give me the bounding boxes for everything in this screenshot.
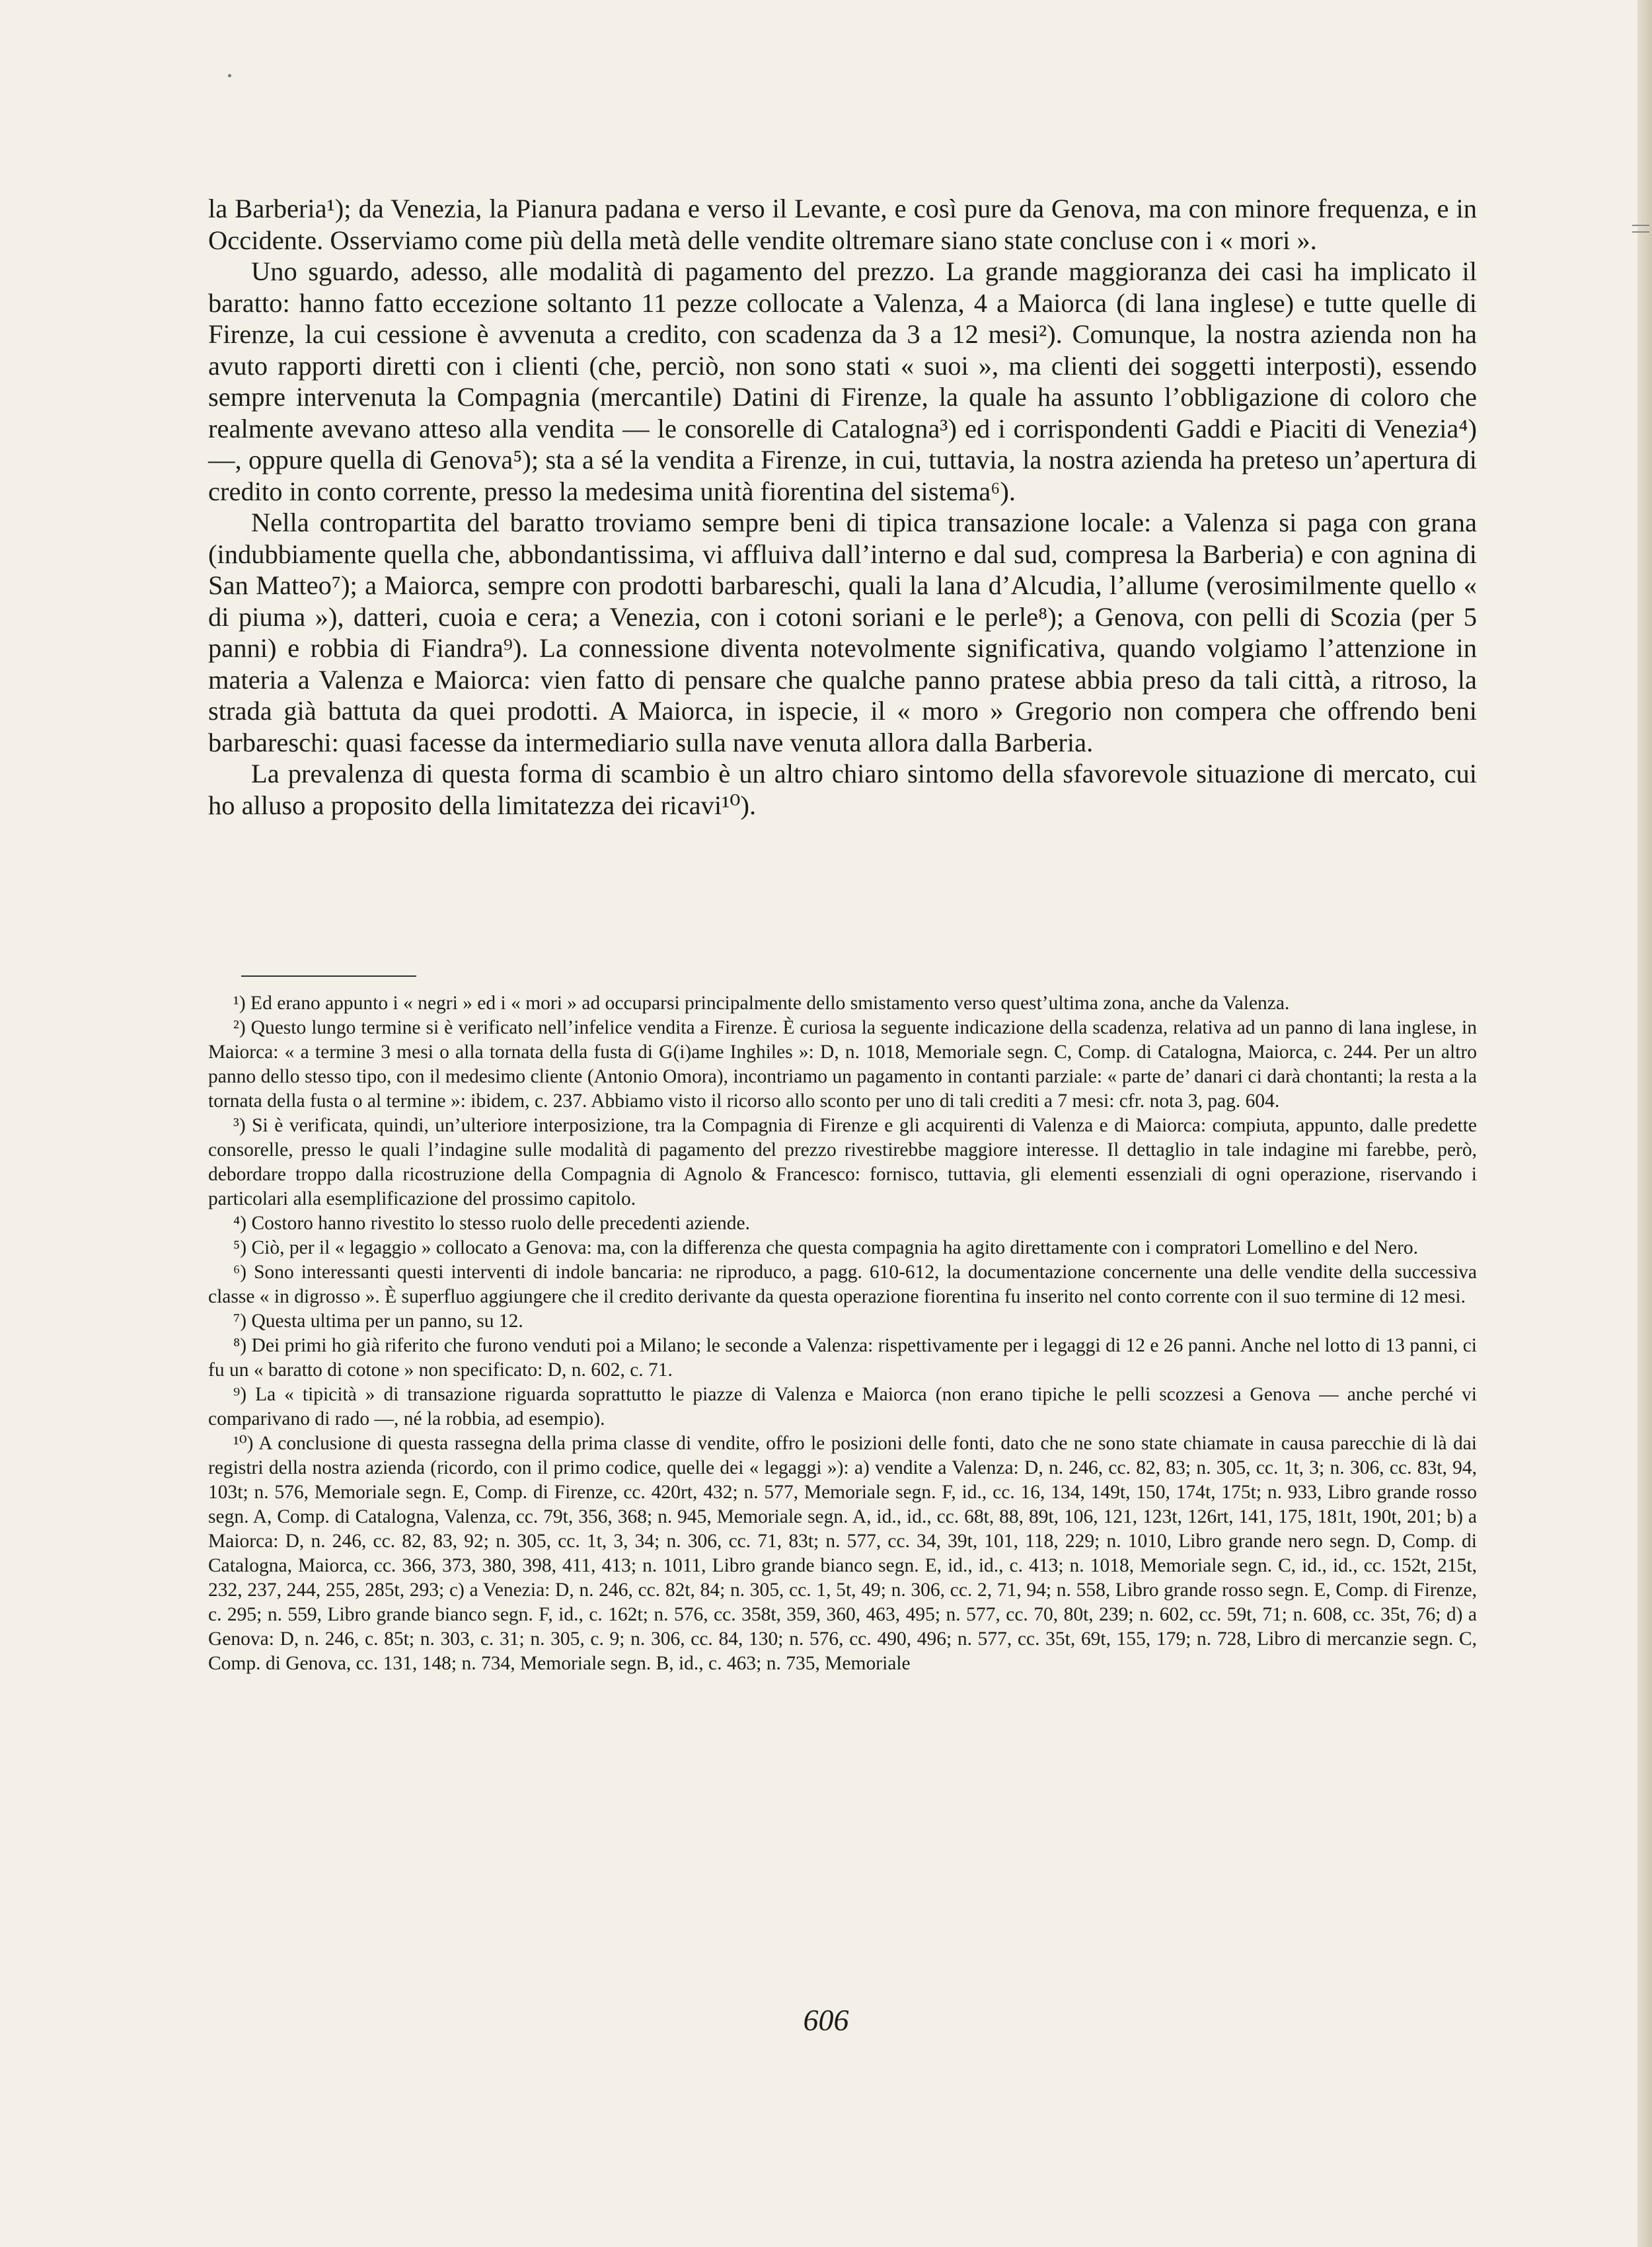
footnote: ⁵) Ciò, per il « legaggio » collocato a Genova: ma, con la differenza che questa compagnia ha agito direttamente con i compratori Lomellino e del Nero. <box>233 1237 1419 1258</box>
footnote: ¹) Ed erano appunto i « negri » ed i « mori » ad occuparsi principalmente dello smistamento verso quest’ultima zona, anche da Valenza. <box>233 993 1290 1014</box>
footnote: ¹⁰) A conclusione di questa rassegna della prima classe di vendite, offro le posizioni delle fonti, dato che ne sono state chiamate in causa parecchie di là dai registri della nostra azienda (ricordo, con il primo codice, quelle dei « legaggi »): a) vendite a Valenza: D, n. 246, cc. 82, 83; n. 305, cc. 1t, 3; n. 306, cc. 83t, 94, 103t; n. 576, Memoriale segn. E, Comp. di Firenze, cc. 420rt, 432; n. 577, Memoriale segn. F, id., cc. 16, 134, 149t, 150, 174t, 175t; n. 933, Libro grande rosso segn. A, Comp. di Catalogna, Valenza, cc. 79t, 356, 368; n. 945, Memoriale segn. A, id., id., cc. 68t, 88, 89t, 106, 121, 123t, 126rt, 141, 175, 181t, 190t, 201; b) a Maiorca: D, n. 246, cc. 82, 83, 92; n. 305, cc. 1t, 3, 34; n. 306, cc. 71, 83t; n. 577, cc. 34, 39t, 101, 118, 229; n. 1010, Libro grande nero segn. D, Comp. di Catalogna, Maiorca, cc. 366, 373, 380, 398, 411, 413; n. 1011, Libro grande bianco segn. E, id., id., c. 413; n. 1018, Memoriale segn. C, id., id., cc. 152t, 215t, 232, 237, 244, 255, 285t, 293; c) a Venezia: D, n. 246, cc. 82t, 84; n. 305, cc. 1, 5t, 49; n. 306, cc. 2, 71, 94; n. 558, Libro grande rosso segn. E, Comp. di Firenze, c. 295; n. 559, Libro grande bianco segn. F, id., c. 162t; n. 576, cc. 358t, 359, 360, 463, 495; n. 577, cc. 70, 80t, 239; n. 602, cc. 59t, 71; n. 608, cc. 35t, 76; d) a Genova: D, n. 246, c. 85t; n. 303, c. 31; n. 305, c. 9; n. 306, cc. 84, 130; n. 576, cc. 490, 496; n. 577, cc. 35t, 69t, 155, 179; n. 728, Libro di mercanzie segn. C, Comp. di Genova, cc. 131, 148; n. 734, Memoriale segn. B, id., c. 463; n. 735, Memoriale <box>208 1433 1477 1674</box>
footnote: ⁶) Sono interessanti questi interventi di indole bancaria: ne riproduco, a pagg. 610-612, la documentazione concernente una delle vendite della successiva classe « in digrosso ». È superfluo aggiungere che il credito derivante da questa operazione fiorentina fu inserito nel conto corrente con il suo termine di 12 mesi. <box>208 1262 1477 1307</box>
page-number: 606 <box>803 2003 849 2037</box>
footnote: ⁴) Costoro hanno rivestito lo stesso ruolo delle precedenti aziende. <box>233 1213 750 1234</box>
footnote: ⁸) Dei primi ho già riferito che furono venduti poi a Milano; le seconde a Valenza: rispettivamente per i legaggi di 12 e 26 panni. Anche nel lotto di 13 panni, ci fu un « baratto di cotone » non specificato: D, n. 602, c. 71. <box>208 1335 1477 1381</box>
footnote: ⁷) Questa ultima per un panno, su 12. <box>233 1311 523 1332</box>
body-paragraph: La prevalenza di questa forma di scambio è un altro chiaro sintomo della sfavorevole situazione di mercato, cui ho alluso a proposito della limitatezza dei ricavi¹⁰). <box>208 759 1477 820</box>
body-paragraph: la Barberia¹); da Venezia, la Pianura padana e verso il Levante, e così pure da Genova, ma con minore frequenza, e in Occidente. Osserviamo come più della metà delle vendite oltremare siano state concluse con i « mori ». <box>208 194 1477 255</box>
footnote-rule <box>241 975 416 977</box>
body-paragraph: Uno sguardo, adesso, alle modalità di pagamento del prezzo. La grande maggioranza dei casi ha implicato il baratto: hanno fatto eccezione soltanto 11 pezze collocate a Valenza, 4 a Maiorca (di lana inglese) e tutte quelle di Firenze, la cui cessione è avvenuta a credito, con scadenza da 3 a 12 mesi²). Comunque, la nostra azienda non ha avuto rapporti diretti con i clienti (che, perciò, non sono stati « suoi », ma clienti dei soggetti interposti), essendo sempre intervenuta la Compagnia (mercantile) Datini di Firenze, la quale ha assunto l’obbligazione di coloro che realmente avevano atteso alla vendita — le consorelle di Catalogna³) ed i corrispondenti Gaddi e Piaciti di Venezia⁴) —, oppure quella di Genova⁵); sta a sé la vendita a Firenze, in cui, tuttavia, la nostra azienda ha preteso un’apertura di credito in conto corrente, presso la medesima unità fiorentina del sistema⁶). <box>208 256 1477 506</box>
body-paragraph: Nella contropartita del baratto troviamo sempre beni di tipica transazione locale: a Valenza si paga con grana (indubbiamente quella che, abbondantissima, vi affluiva dall’interno e dal sud, compresa la Barberia) e con agnina di San Matteo⁷); a Maiorca, sempre con prodotti barbareschi, quali la lana d’Alcudia, l’allume (verosimilmente quello « di piuma »), datteri, cuoia e cera; a Venezia, con i cotoni soriani e le perle⁸); a Genova, con pelli di Scozia (per 5 panni) e robbia di Fiandra⁹). La connessione diventa notevolmente significativa, quando volgiamo l’attenzione in materia a Valenza e Maiorca: vien fatto di pensare che qualche panno pratese abbia preso da tali città, a ritroso, la strada già battuta da quei prodotti. A Maiorca, in ispecie, il « moro » Gregorio non compera che offrendo beni barbareschi: quasi facesse da intermediario sulla nave venuta allora dalla Barberia. <box>208 508 1477 757</box>
print-speck <box>228 74 231 77</box>
footnote: ³) Si è verificata, quindi, un’ulteriore interposizione, tra la Compagnia di Firenze e gli acquirenti di Valenza e di Maiorca: compiuta, appunto, dalle predette consorelle, presso le quali l’indagine sulle modalità di pagamento del prezzo rivestirebbe maggiore interesse. Il dettaglio in tale indagine mi farebbe, però, debordare troppo dalla ricostruzione della Compagnia di Agnolo & Francesco: fornisco, tuttavia, gli elementi essenziali di ogni operazione, riservando i particolari alla esemplificazione del prossimo capitolo. <box>208 1115 1477 1209</box>
page-edge-shadow <box>1637 0 1652 2247</box>
footnote: ²) Questo lungo termine si è verificato nell’infelice vendita a Firenze. È curiosa la seguente indicazione della scadenza, relativa ad un panno di lana inglese, in Maiorca: « a termine 3 mesi o alla tornata della fusta di G(i)ame Inghiles »: D, n. 1018, Memoriale segn. C, Comp. di Catalogna, Maiorca, c. 244. Per un altro panno dello stesso tipo, con il medesimo cliente (Antonio Omora), incontriamo un pagamento in contanti parziale: « parte de’ danari ci darà chontanti; la resta a la tornata della fusta o al termine »: ibidem, c. 237. Abbiamo visto il ricorso allo sconto per uno di tali crediti a 7 mesi: cfr. nota 3, pag. 604. <box>208 1017 1477 1112</box>
body-text <box>208 193 1477 821</box>
footnote: ⁹) La « tipicità » di transazione riguarda soprattutto le piazze di Valenza e Maiorca (non erano tipiche le pelli scozzesi a Genova — anche perché vi comparivano di rado —, né la robbia, ad esempio). <box>208 1384 1477 1429</box>
footnotes <box>208 991 1477 1676</box>
margin-mark <box>1632 225 1649 233</box>
